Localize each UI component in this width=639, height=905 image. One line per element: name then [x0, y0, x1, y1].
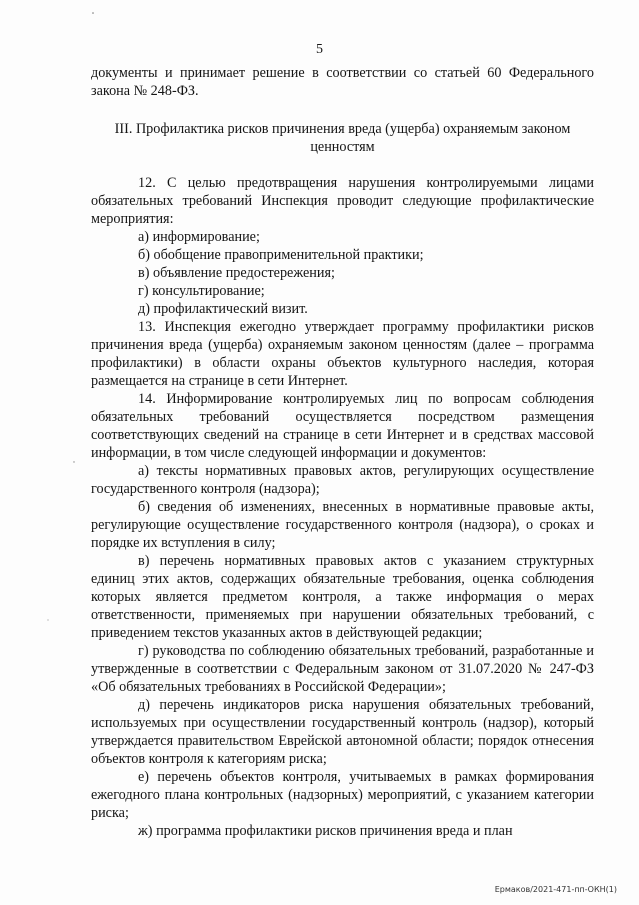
- list-item: д) перечень индикаторов риска нарушения обязательных требований, используемых при осуществлении государственный контроль (надзор), который утверждается правительством Еврейской автономной области; порядок отнесения объектов контроля к категориям риска;: [91, 697, 594, 767]
- measures-list: [91, 228, 594, 318]
- list-item: в) перечень нормативных правовых актов с указанием структурных единиц этих актов, содержащих обязательные требования, оценка соблюдения которых является предметом контроля, а также информация о мерах ответственности, применяемых при нарушении обязательных требований, с приведением текстов указанных актов в действующей редакции;: [91, 553, 594, 641]
- scan-speck: [47, 619, 48, 620]
- scan-speck: [73, 461, 74, 462]
- document-footer-code: Ермаков/2021-471-пп-ОКН(1): [494, 885, 617, 894]
- list-item: б) обобщение правоприменительной практики;: [138, 247, 424, 263]
- information-list: [91, 462, 594, 840]
- document-body: [91, 64, 594, 840]
- list-item: г) консультирование;: [138, 283, 265, 299]
- paragraph-13: 13. Инспекция ежегодно утверждает программу профилактики рисков причинения вреда (ущерба) охраняемым законом ценностям (далее – программа профилактики) в области охраны объектов культурного наследия, которая размещается на странице в сети Интернет.: [91, 319, 594, 389]
- section-heading: III. Профилактика рисков причинения вреда (ущерба) охраняемым законом ценностям: [114, 121, 571, 155]
- list-item: д) профилактический визит.: [138, 301, 308, 317]
- list-item: а) информирование;: [138, 229, 260, 245]
- scan-speck: [92, 12, 94, 14]
- paragraph-continuation: документы и принимает решение в соответствии со статьей 60 Федерального закона № 248-ФЗ.: [91, 65, 594, 99]
- list-item: е) перечень объектов контроля, учитываемых в рамках формирования ежегодного плана контрольных (надзорных) мероприятий, с указанием категории риска;: [91, 769, 594, 821]
- list-item: б) сведения об изменениях, внесенных в нормативные правовые акты, регулирующие осуществление государственного контроля (надзора), о сроках и порядке их вступления в силу;: [91, 499, 594, 551]
- list-item: г) руководства по соблюдению обязательных требований, разработанные и утвержденные в соответствии с Федеральным законом от 31.07.2020 № 247-ФЗ «Об обязательных требованиях в Российской Федерации»;: [91, 643, 594, 695]
- list-item: а) тексты нормативных правовых актов, регулирующих осуществление государственного контроля (надзора);: [91, 463, 594, 497]
- list-item: ж) программа профилактики рисков причинения вреда и план: [138, 823, 513, 839]
- paragraph-14: 14. Информирование контролируемых лиц по вопросам соблюдения обязательных требований осуществляется посредством размещения соответствующих сведений на странице в сети Интернет и в средствах массовой информации, в том числе следующей информации и документов:: [91, 391, 594, 461]
- list-item: в) объявление предостережения;: [138, 265, 335, 281]
- paragraph-12: 12. С целью предотвращения нарушения контролируемыми лицами обязательных требований Инспекция проводит следующие профилактические мероприятия:: [91, 175, 594, 227]
- page-number: 5: [316, 42, 323, 57]
